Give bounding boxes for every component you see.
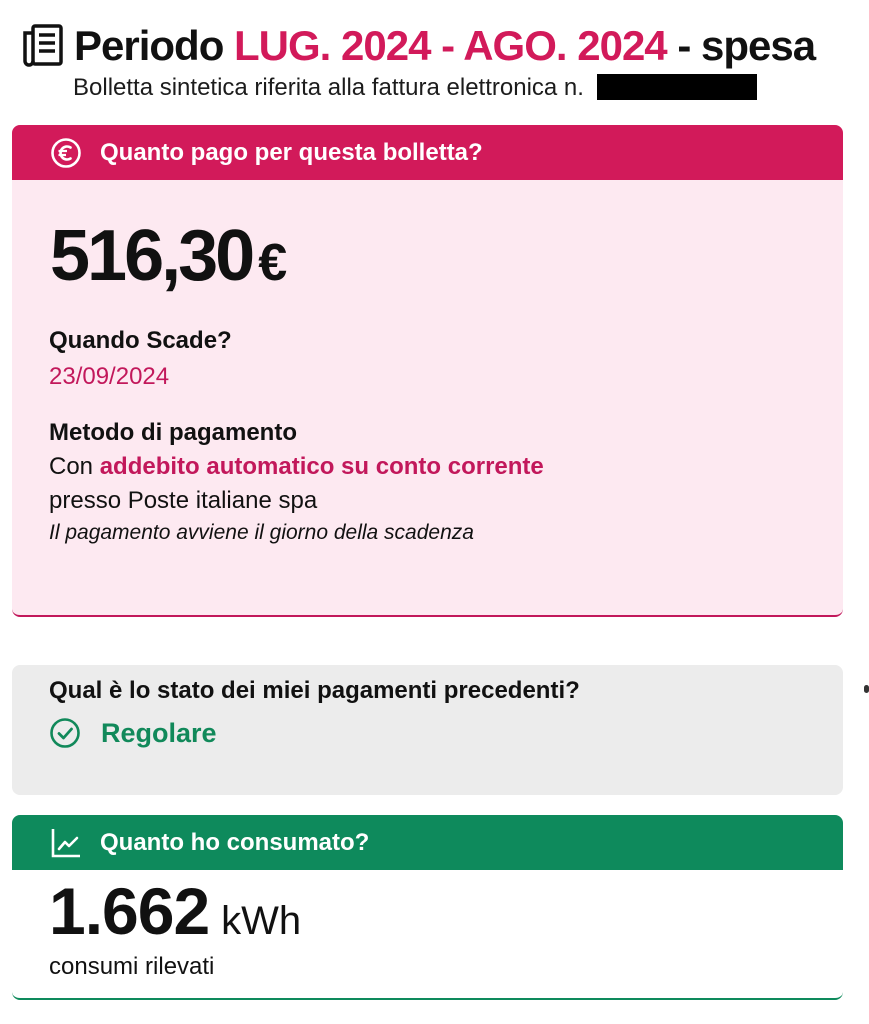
due-date-value: 23/09/2024 xyxy=(49,363,170,390)
consumption-card-header xyxy=(12,815,843,870)
consumption-card-title: Quanto ho consumato? xyxy=(100,828,370,856)
payment-method-prefix: Con xyxy=(49,453,100,480)
edge-marker xyxy=(864,685,869,693)
payment-card xyxy=(12,125,843,617)
payment-card-header xyxy=(12,125,843,180)
amount-value: 516,30 xyxy=(50,216,253,296)
invoice-subtitle xyxy=(73,74,757,102)
amount-due xyxy=(50,215,287,297)
title-prefix: Periodo xyxy=(74,22,235,69)
page-title xyxy=(74,22,815,70)
consumption-note: consumi rilevati xyxy=(49,953,215,980)
consumption-card xyxy=(12,815,843,1000)
status-question: Qual è lo stato dei miei pagamenti precedenti? xyxy=(49,677,580,704)
payment-card-title: Quanto pago per questa bolletta? xyxy=(100,138,483,166)
payment-status-card xyxy=(12,665,843,795)
page-header xyxy=(20,18,869,101)
status-value: Regolare xyxy=(101,717,217,748)
check-circle-icon xyxy=(49,717,81,749)
payment-method-highlight: addebito automatico su conto corrente xyxy=(99,453,544,480)
payment-method-line xyxy=(49,453,544,481)
payment-method-label: Metodo di pagamento xyxy=(49,419,297,446)
euro-icon xyxy=(50,137,82,169)
consumption-value: 1.662 xyxy=(49,874,210,948)
billing-period: LUG. 2024 - AGO. 2024 xyxy=(234,22,667,69)
document-icon xyxy=(20,23,66,69)
title-suffix: - spesa xyxy=(666,22,816,69)
currency-symbol: € xyxy=(258,234,288,292)
due-date-label: Quando Scade? xyxy=(49,327,232,354)
status-row xyxy=(49,717,217,749)
consumption-amount xyxy=(49,873,301,949)
consumption-unit: kWh xyxy=(221,899,302,943)
redacted-invoice-number xyxy=(597,74,757,100)
title-row xyxy=(20,18,869,74)
line-chart-icon xyxy=(50,827,82,859)
payment-note: Il pagamento avviene il giorno della scadenza xyxy=(49,521,474,544)
subtitle-text: Bolletta sintetica riferita alla fattura elettronica n. xyxy=(73,74,591,101)
payment-bank: presso Poste italiane spa xyxy=(49,487,318,514)
